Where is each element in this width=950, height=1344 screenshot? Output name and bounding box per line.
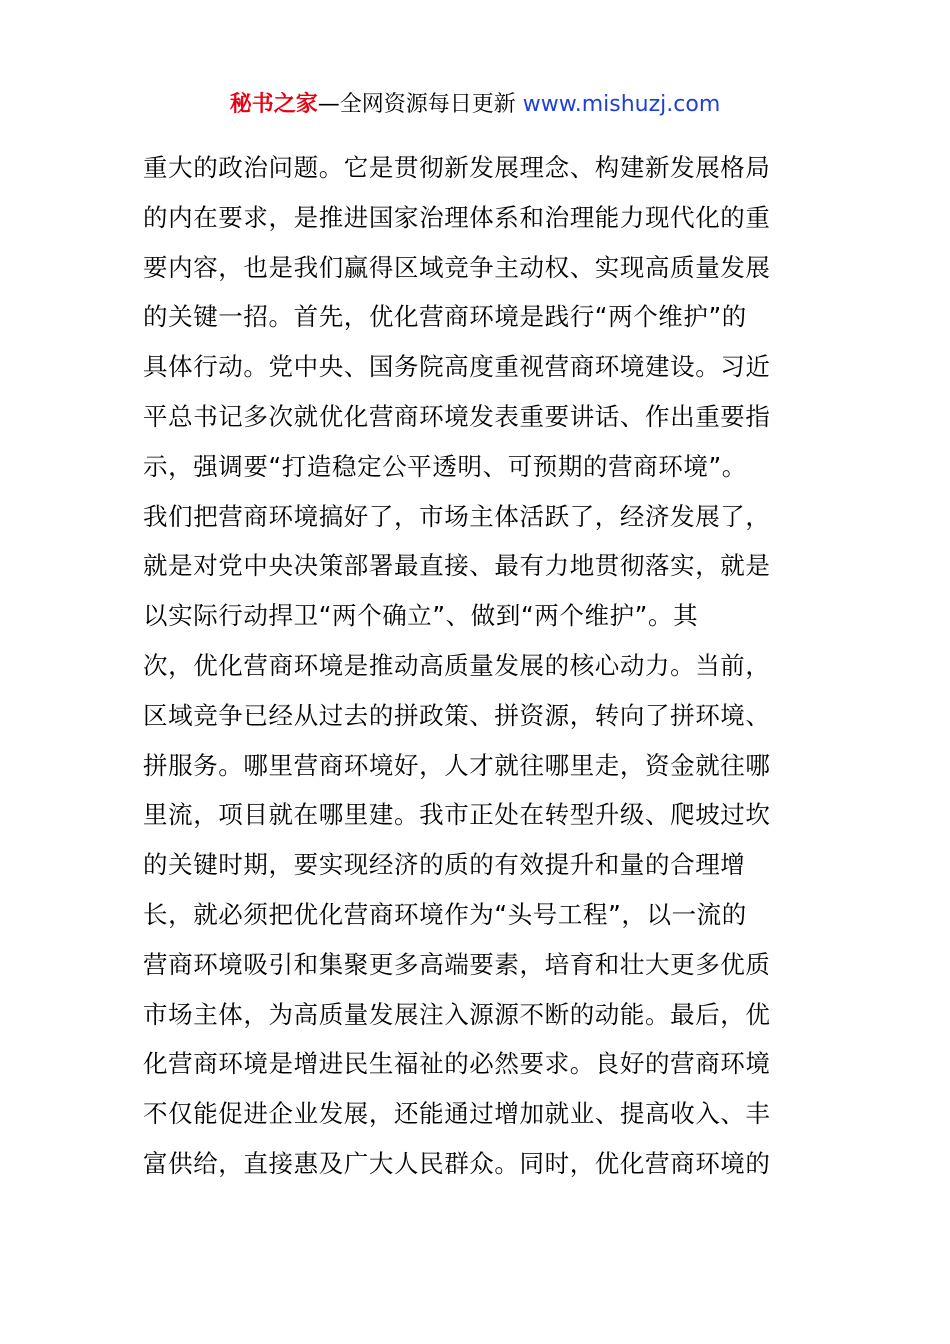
document-body [143, 148, 813, 1194]
text-line: 化营商环境是增进民生福祉的必然要求。良好的营商环境 [143, 1049, 771, 1079]
text-line: 长，就必须把优化营商环境作为“头号工程”，以一流的 [143, 899, 747, 929]
text-line: 次，优化营商环境是推动高质量发展的核心动力。当前， [143, 650, 771, 680]
text-line: 不仅能促进企业发展，还能通过增加就业、提高收入、丰 [143, 1099, 771, 1129]
text-line: 的关键时期，要实现经济的质的有效提升和量的合理增 [143, 850, 746, 880]
text-line: 的内在要求，是推进国家治理体系和治理能力现代化的重 [143, 202, 771, 232]
text-line: 的关键一招。首先，优化营商环境是践行“两个维护”的 [143, 302, 747, 332]
site-header [0, 88, 950, 122]
text-line: 平总书记多次就优化营商环境发表重要讲话、作出重要指 [143, 401, 771, 431]
text-line: 就是对党中央决策部署最直接、最有力地贯彻落实，就是 [143, 551, 771, 581]
text-line: 富供给，直接惠及广大人民群众。同时，优化营商环境的 [143, 1148, 771, 1178]
text-line: 重大的政治问题。它是贯彻新发展理念、构建新发展格局 [143, 153, 771, 182]
text-line: 示，强调要“打造稳定公平透明、可预期的营商环境”。 [143, 451, 747, 481]
text-line: 具体行动。党中央、国务院高度重视营商环境建设。习近 [143, 352, 771, 382]
text-line: 里流，项目就在哪里建。我市正处在转型升级、爬坡过坎 [143, 800, 771, 830]
text-line: 营商环境吸引和集聚更多高端要素，培育和壮大更多优质 [143, 949, 771, 979]
text-line: 以实际行动捍卫“两个确立”、做到“两个维护”。其 [143, 601, 699, 631]
site-tagline: —全网资源每日更新 [317, 92, 523, 117]
site-brand: 秘书之家 [229, 92, 318, 117]
text-line: 拼服务。哪里营商环境好，人才就往哪里走，资金就往哪 [143, 750, 771, 780]
text-line: 区域竞争已经从过去的拼政策、拼资源，转向了拼环境、 [143, 700, 771, 730]
text-line: 要内容，也是我们赢得区域竞争主动权、实现高质量发展 [143, 252, 771, 282]
site-url-link[interactable]: www.mishuzj.com [522, 92, 721, 117]
text-line: 我们把营商环境搞好了，市场主体活跃了，经济发展了， [143, 501, 771, 531]
text-line: 市场主体，为高质量发展注入源源不断的动能。最后，优 [143, 999, 771, 1029]
